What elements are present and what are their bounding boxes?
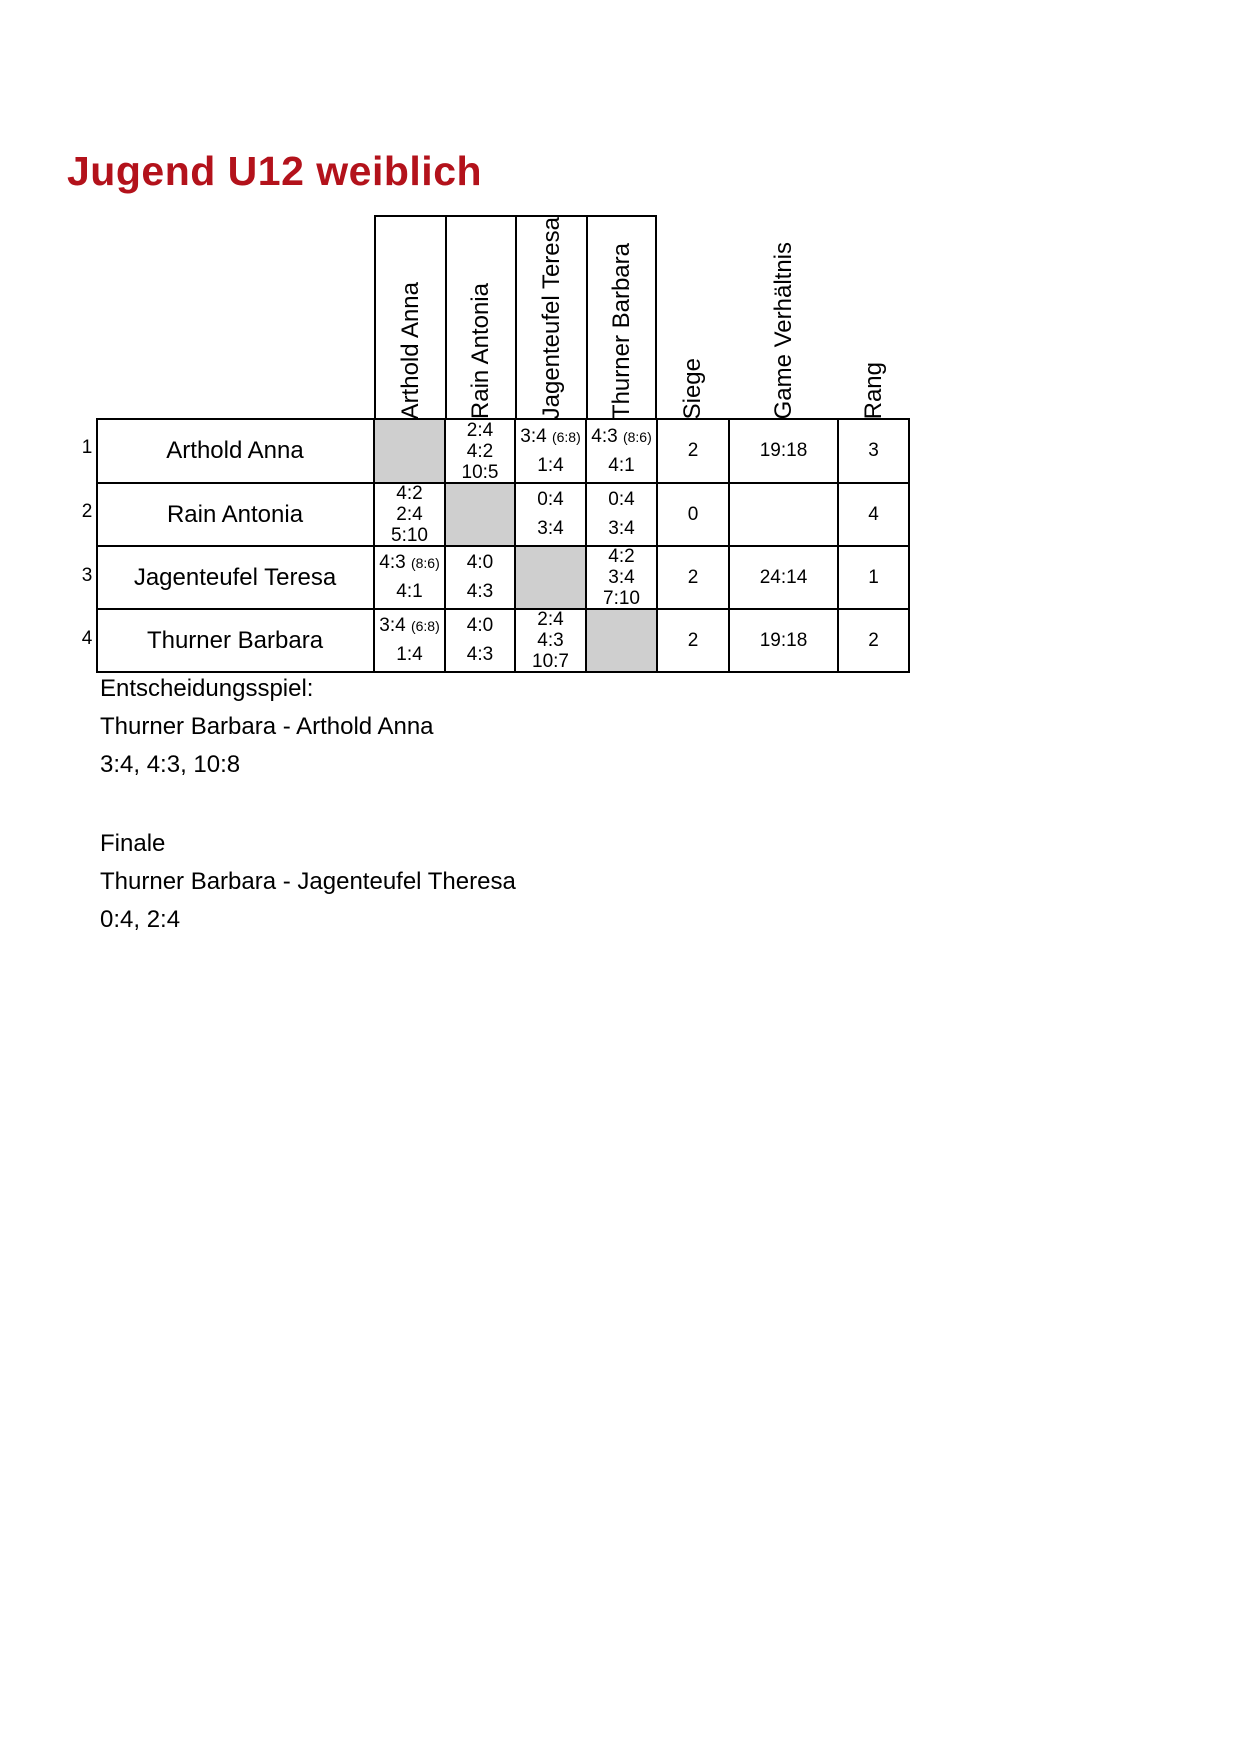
match-result: 4:2 3:4 7:10	[586, 546, 657, 609]
diagonal-cell	[374, 419, 445, 483]
match-result: 4:3 (8:6) 4:1	[586, 419, 657, 483]
match-result: 4:0 4:3	[445, 546, 515, 609]
games-ratio: 19:18	[729, 419, 838, 483]
rank-value: 4	[838, 483, 909, 546]
decider-match: Thurner Barbara - Arthold Anna	[100, 713, 434, 740]
final-score: 0:4, 2:4	[100, 906, 181, 933]
match-result: 0:4 3:4	[515, 483, 586, 546]
siege-value: 2	[657, 419, 729, 483]
col-header-player-1: Arthold Anna	[374, 215, 445, 419]
match-result: 2:4 4:3 10:7	[515, 609, 586, 672]
match-result: 3:4 (6:8) 1:4	[515, 419, 586, 483]
diagonal-cell	[515, 546, 586, 609]
siege-value: 0	[657, 483, 729, 546]
final-section	[100, 825, 516, 939]
col-header-player-3: Jagenteufel Teresa	[515, 215, 586, 419]
siege-value: 2	[657, 546, 729, 609]
games-ratio: 24:14	[729, 546, 838, 609]
match-result: 2:4 4:2 10:5	[445, 419, 515, 483]
match-result: 3:4 (6:8) 1:4	[374, 609, 445, 672]
decider-heading: Entscheidungsspiel:	[100, 675, 314, 702]
match-result: 4:0 4:3	[445, 609, 515, 672]
final-match: Thurner Barbara - Jagenteufel Theresa	[100, 868, 516, 895]
row-number: 3	[81, 565, 93, 586]
match-result: 4:3 (8:6) 4:1	[374, 546, 445, 609]
siege-value: 2	[657, 609, 729, 672]
final-heading: Finale	[100, 830, 166, 857]
player-name: Rain Antonia	[96, 483, 374, 546]
col-header-game-verhaeltnis: Game Verhältnis	[769, 241, 797, 419]
games-ratio: 19:18	[729, 609, 838, 672]
page-title: Jugend U12 weiblich	[67, 148, 483, 194]
rank-value: 3	[838, 419, 909, 483]
rank-value: 2	[838, 609, 909, 672]
row-number: 1	[81, 437, 93, 458]
decider-section	[100, 670, 434, 784]
games-ratio	[729, 483, 838, 546]
match-result: 0:4 3:4	[586, 483, 657, 546]
player-name: Jagenteufel Teresa	[96, 546, 374, 609]
col-header-siege: Siege	[679, 357, 706, 419]
player-name: Thurner Barbara	[96, 609, 374, 672]
diagonal-cell	[586, 609, 657, 672]
col-header-player-2: Rain Antonia	[445, 215, 515, 419]
col-header-player-4: Thurner Barbara	[586, 215, 657, 419]
rank-value: 1	[838, 546, 909, 609]
diagonal-cell	[445, 483, 515, 546]
match-result: 4:2 2:4 5:10	[374, 483, 445, 546]
row-number: 4	[81, 628, 93, 649]
col-header-rang: Rang	[859, 361, 887, 419]
player-name: Arthold Anna	[96, 419, 374, 483]
row-number: 2	[81, 501, 93, 522]
decider-score: 3:4, 4:3, 10:8	[100, 751, 241, 778]
